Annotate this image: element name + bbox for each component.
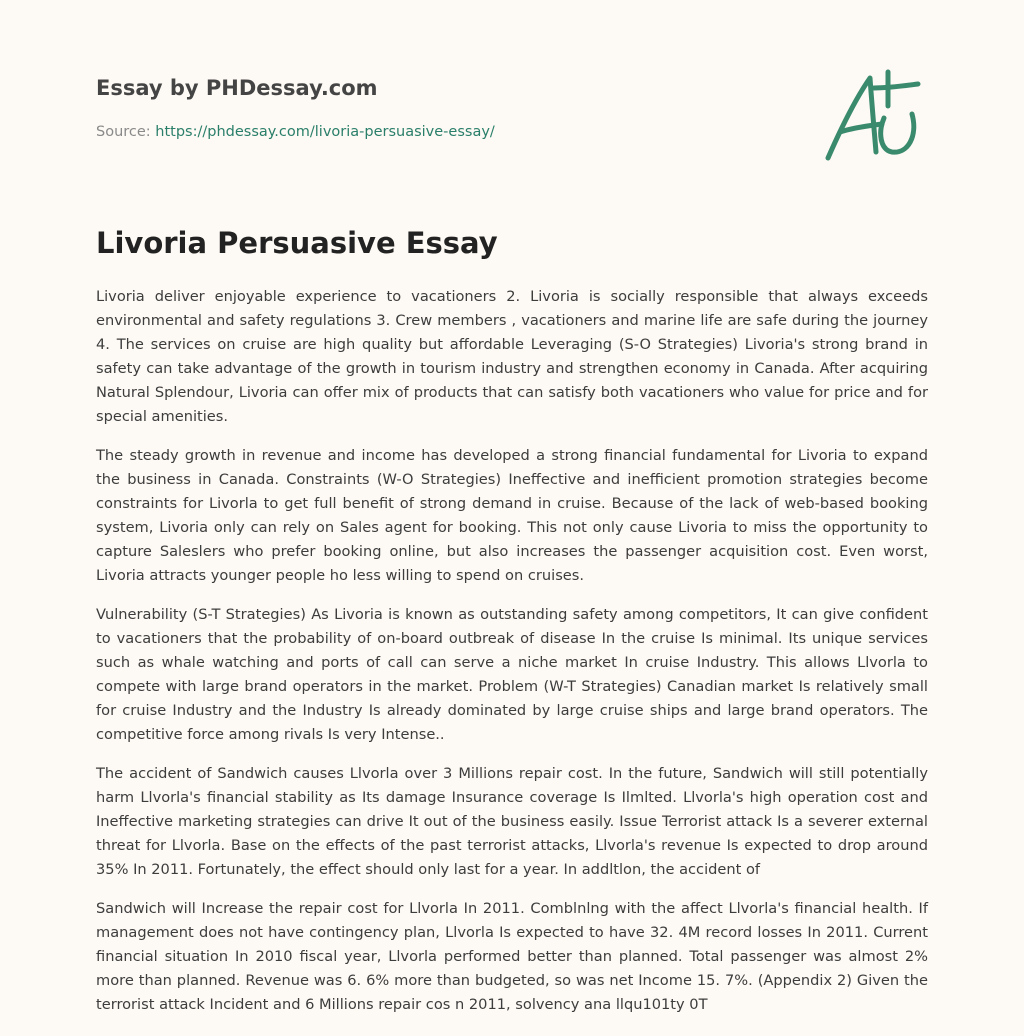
essay-paragraph: Vulnerability (S-T Strategies) As Livoria is known as outstanding safety among competitors, It can give confident to vacationers that the probability of on-board outbreak of disease In the cruise Is minimal. Its unique services such as whale watching and ports of call can serve a niche market In cruise Industry. This allows Llvorla to compete with large brand operators in the market. Problem (W-T Strategies) Canadian market Is relatively small for cruise Industry and the Industry Is already dominated by large cruise ships and large brand operators. The competitive force among rivals Is very Intense.. <box>96 606 928 743</box>
essay-paragraph: Livoria deliver enjoyable experience to vacationers 2. Livoria is socially responsible that always exceeds environmental and safety regulations 3. Crew members , vacationers and marine life are safe during the journey 4. The services on cruise are high quality but affordable Leveraging (S-O Strategies) Livoria's strong brand in safety can take advantage of the growth in tourism industry and strengthen economy in Canada. After acquiring Natural Splendour, Livoria can offer mix of products that can satisfy both vacationers who value for price and for special amenities. <box>96 288 928 425</box>
site-brand: Essay by PHDessay.com <box>96 76 378 100</box>
essay-paragraph: The accident of Sandwich causes Llvorla over 3 Millions repair cost. In the future, Sandwich will still potentially harm Llvorla's financial stability as Its damage Insurance coverage Is Ilmlted. Llvorla's high operation cost and Ineffective marketing strategies can drive It out of the business easily. Issue Terrorist attack Is a severer external threat for Llvorla. Base on the effects of the past terrorist attacks, Llvorla's revenue Is expected to drop around 35% In 2011. Fortunately, the effect should only last for a year. In addltlon, the accident of <box>96 765 928 878</box>
source-link[interactable]: https://phdessay.com/livoria-persuasive-essay/ <box>155 124 495 140</box>
essay-paragraph: The steady growth in revenue and income has developed a strong financial fundamental for Livoria to expand the business in Canada. Constraints (W-O Strategies) Ineffective and inefficient promotion strategies become constraints for Livorla to get full benefit of strong demand in cruise. Because of the lack of web-based booking system, Livoria only can rely on Sales agent for booking. This not only cause Livoria to miss the opportunity to capture Saleslers who prefer booking online, but also increases the passenger acquisition cost. Even worst, Livoria attracts younger people ho less willing to spend on cruises. <box>96 447 928 584</box>
source-label: Source: <box>96 124 151 140</box>
essay-title: Livoria Persuasive Essay <box>96 226 498 260</box>
essay-paragraph: Sandwich will Increase the repair cost for Llvorla In 2011. Comblnlng with the affect Llvorla's financial health. If management does not have contingency plan, Llvorla Is expected to have 32. 4M record losses In 2011. Current financial situation In 2010 fiscal year, Llvorla performed better than planned. Total passenger was almost 2% more than planned. Revenue was 6. 6% more than budgeted, so was net Income 15. 7%. (Appendix 2) Given the terrorist attack Incident and 6 Millions repair cos n 2011, solvency ana llqu101ty 0T <box>96 900 928 1013</box>
essay-body <box>96 285 928 1032</box>
a-plus-grade-icon <box>822 66 926 164</box>
source-line <box>96 124 495 140</box>
